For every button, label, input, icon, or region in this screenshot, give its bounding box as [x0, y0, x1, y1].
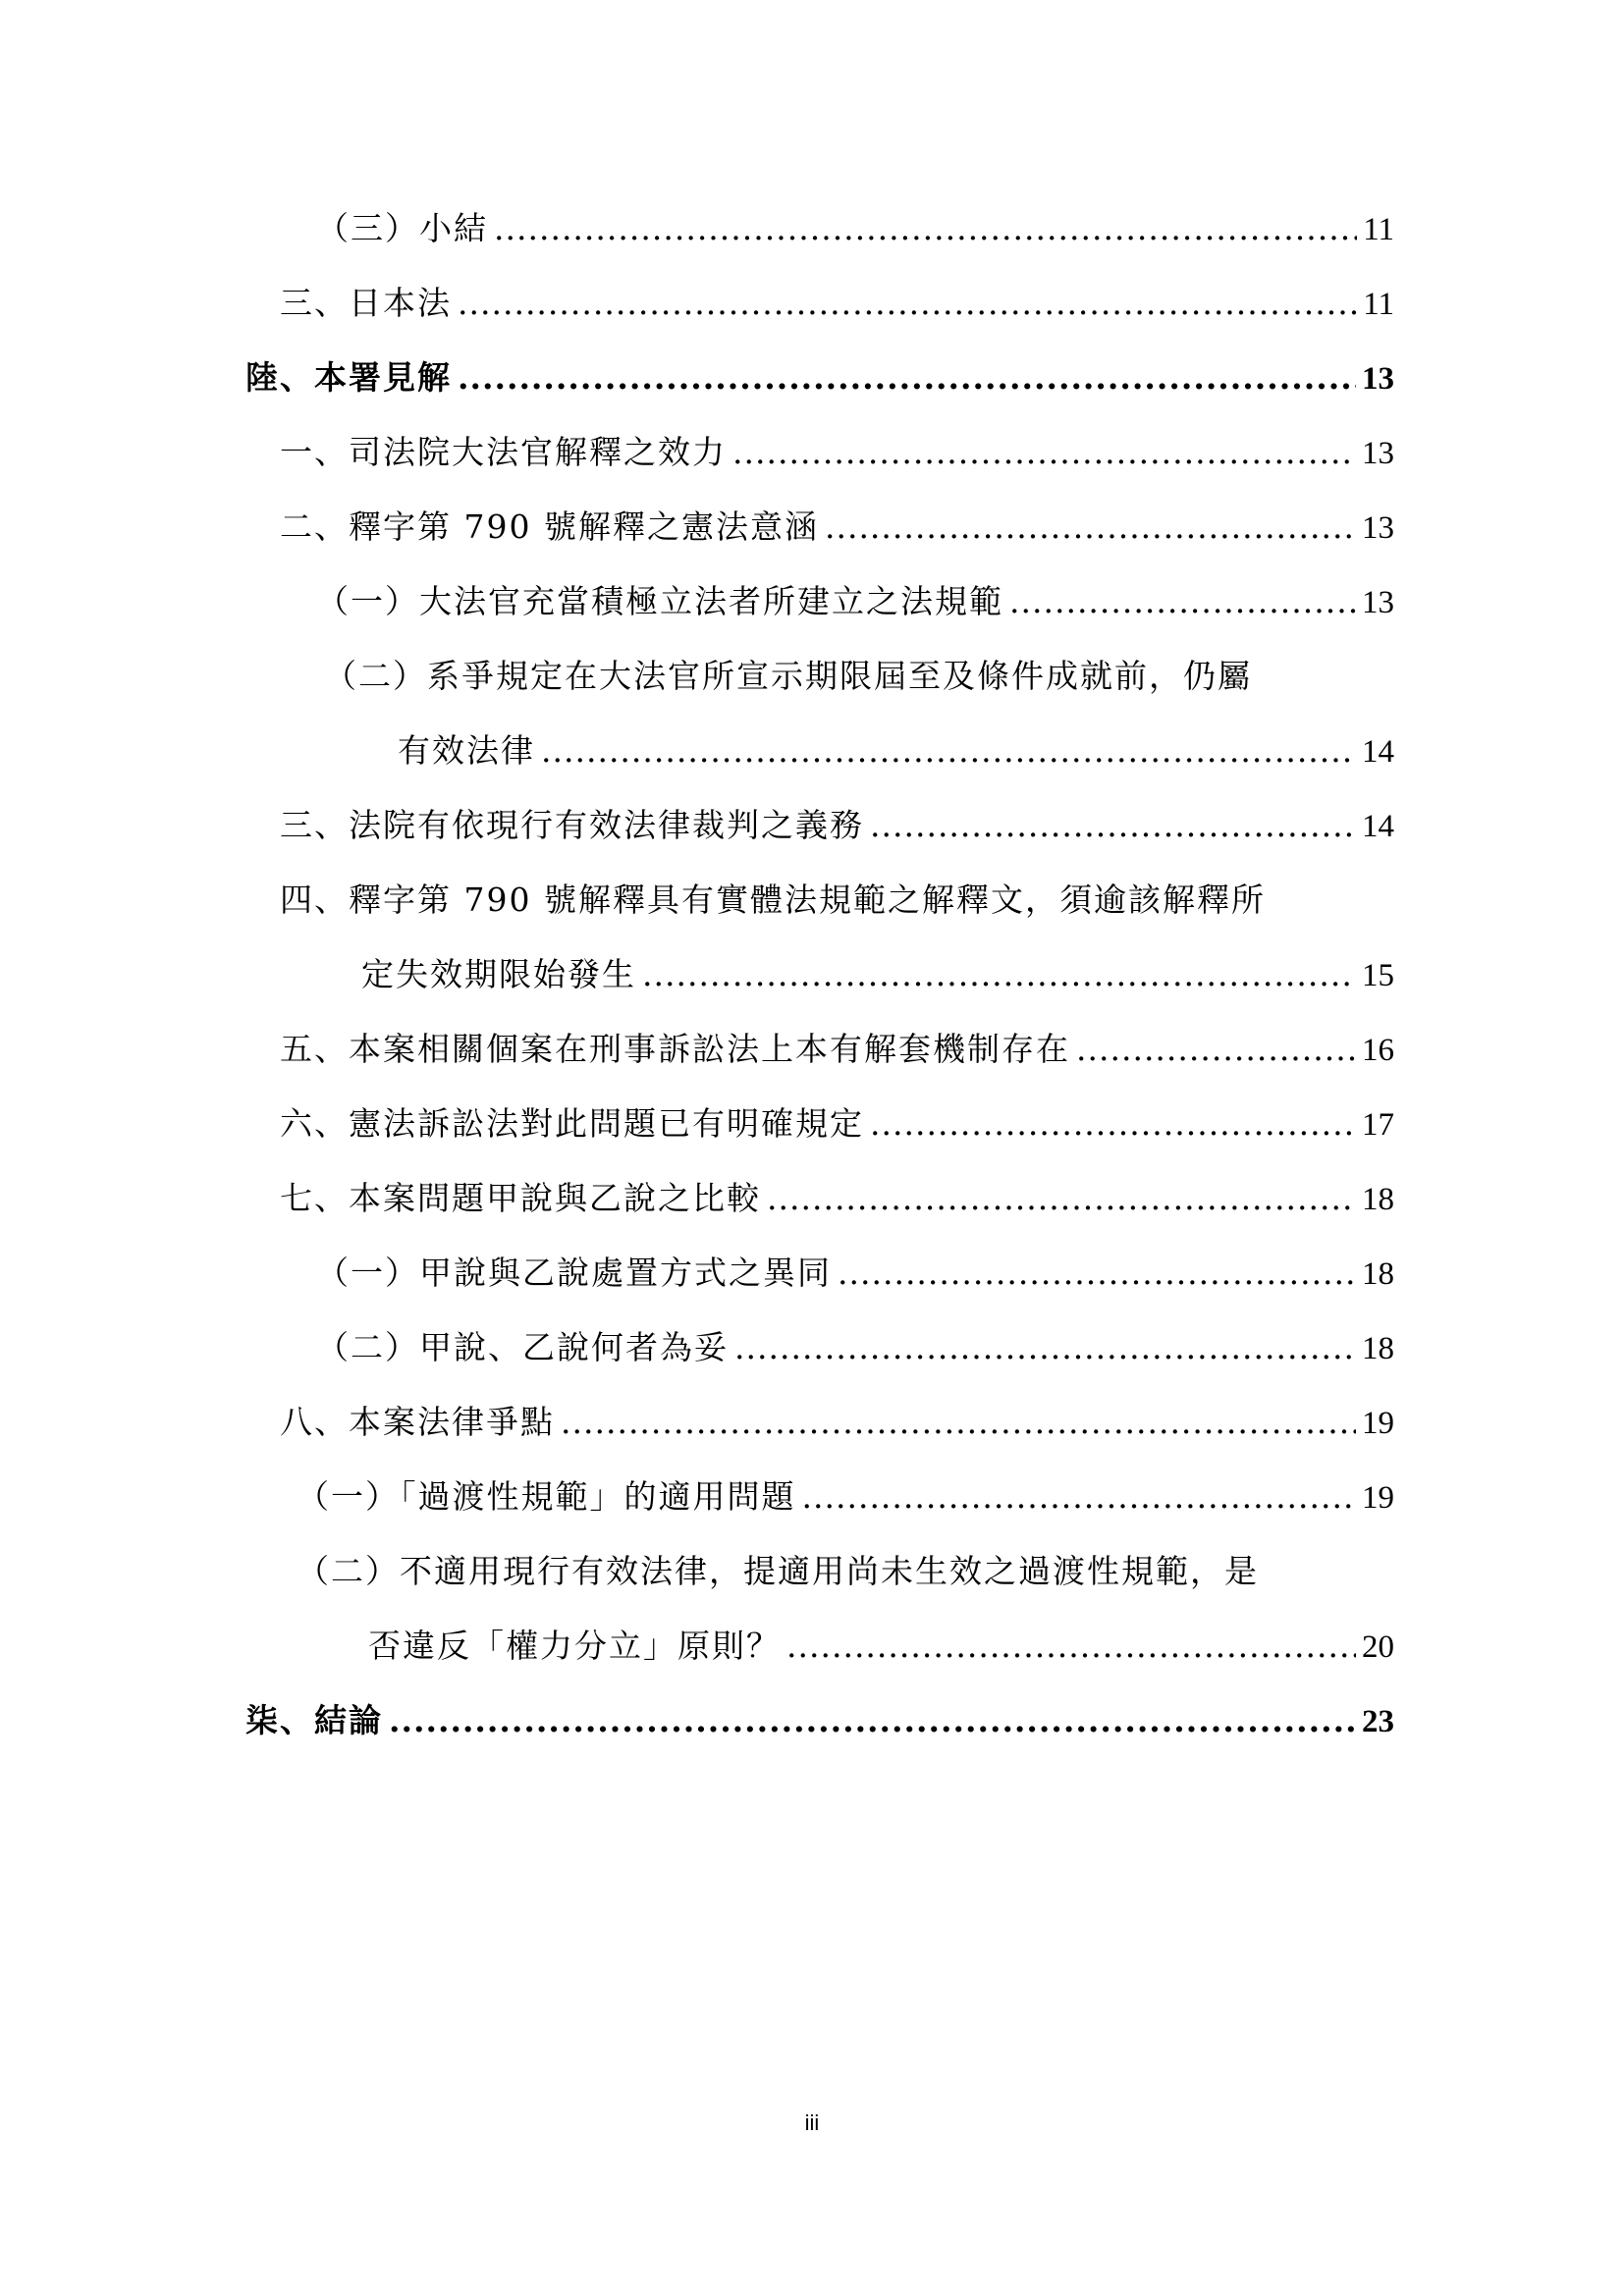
dot-leader: [838, 1236, 1356, 1310]
dot-leader: [458, 266, 1357, 341]
dot-leader: [389, 1683, 1356, 1758]
toc-entry-title: （二）甲說、乙說何者為妥: [316, 1328, 729, 1366]
dot-leader: [1076, 1012, 1356, 1087]
toc-page-number: 11: [1363, 287, 1394, 322]
toc-entry[interactable]: [245, 1236, 1394, 1310]
toc-entry-title-line2: 定失效期限始發生: [361, 955, 636, 993]
toc-entry-title: 三、法院有依現行有效法律裁判之義務: [280, 806, 864, 844]
toc-page-number: 18: [1362, 1256, 1394, 1292]
toc-entry[interactable]: [245, 1161, 1394, 1236]
toc-entry-title-line1[interactable]: （二）不適用現行有效法律，提適用尚未生效之過渡性規範，是: [297, 1552, 1259, 1590]
toc-entry-continuation[interactable]: [245, 714, 1394, 788]
toc-entry-continuation[interactable]: [245, 1609, 1394, 1683]
toc-entry[interactable]: [245, 191, 1394, 266]
toc-page-number: 15: [1362, 958, 1394, 993]
toc-page-number: 16: [1362, 1033, 1394, 1068]
toc-entry[interactable]: [245, 1012, 1394, 1087]
toc-entry-title-line1[interactable]: 四、釋字第 790 號解釋具有實體法規範之解釋文，須逾該解釋所: [280, 881, 1266, 919]
toc-entry-title-line2: 有效法律: [398, 731, 535, 770]
page-footer-number: iii: [804, 2110, 820, 2135]
dot-leader: [541, 714, 1356, 788]
dot-leader: [642, 937, 1356, 1012]
toc-entry[interactable]: [245, 415, 1394, 490]
toc-entry-continuation[interactable]: [245, 937, 1394, 1012]
toc-entry-title: 一、司法院大法官解釋之效力: [280, 433, 727, 471]
dot-leader: [494, 191, 1357, 266]
toc-page-number: 19: [1362, 1406, 1394, 1441]
dot-leader: [767, 1161, 1356, 1236]
toc-page-number: 14: [1362, 734, 1394, 770]
toc-entry[interactable]: [245, 1310, 1394, 1385]
toc-entry-title: （三）小結: [316, 209, 488, 247]
dot-leader: [870, 788, 1356, 863]
toc-entry[interactable]: [245, 490, 1394, 564]
dot-leader: [734, 1310, 1356, 1385]
toc-entry-title: （一）大法官充當積極立法者所建立之法規範: [316, 582, 1003, 620]
toc-page-number: 20: [1362, 1629, 1394, 1665]
toc-page-number: 18: [1362, 1182, 1394, 1217]
toc-chapter-entry[interactable]: [245, 341, 1394, 415]
toc-entry[interactable]: [245, 1385, 1394, 1460]
dot-leader: [732, 415, 1356, 490]
toc-entry-title: 柒、結論: [245, 1701, 383, 1739]
toc-page-number: 13: [1362, 510, 1394, 546]
dot-leader: [802, 1460, 1357, 1534]
toc-entry-title-line2: 否違反「權力分立」原則？: [368, 1627, 781, 1665]
toc-entry-title: 八、本案法律爭點: [280, 1403, 555, 1441]
table-of-contents: [245, 191, 1394, 1758]
toc-entry-title: 七、本案問題甲說與乙說之比較: [280, 1179, 761, 1217]
toc-entry-title: （一）「過渡性規範」的適用問題: [297, 1477, 796, 1516]
toc-entry[interactable]: [245, 564, 1394, 639]
toc-page-number: 13: [1362, 585, 1394, 620]
toc-page-number: 11: [1363, 212, 1394, 247]
dot-leader: [825, 490, 1356, 564]
toc-page-number: 18: [1362, 1331, 1394, 1366]
dot-leader: [870, 1087, 1356, 1161]
toc-entry[interactable]: [245, 266, 1394, 341]
toc-page-number: 19: [1362, 1480, 1394, 1516]
toc-entry-title: 六、憲法訴訟法對此問題已有明確規定: [280, 1104, 864, 1143]
dot-leader: [786, 1609, 1356, 1683]
dot-leader: [1009, 564, 1356, 639]
toc-page-number: 23: [1362, 1704, 1394, 1739]
dot-leader: [561, 1385, 1356, 1460]
toc-page-number: 13: [1362, 361, 1394, 397]
toc-entry-title: 陸、本署見解: [245, 358, 452, 397]
toc-entry-title: 二、釋字第 790 號解釋之憲法意涵: [280, 507, 819, 546]
toc-entry[interactable]: [245, 788, 1394, 863]
toc-entry[interactable]: [245, 1087, 1394, 1161]
toc-chapter-entry[interactable]: [245, 1683, 1394, 1758]
toc-entry[interactable]: [245, 1460, 1394, 1534]
toc-page-number: 14: [1362, 809, 1394, 844]
toc-page-number: 13: [1362, 436, 1394, 471]
toc-page-number: 17: [1362, 1107, 1394, 1143]
toc-entry-title: 三、日本法: [280, 284, 452, 322]
dot-leader: [458, 341, 1356, 415]
toc-entry-title-line1[interactable]: （二）系爭規定在大法官所宣示期限屆至及條件成就前，仍屬: [324, 657, 1252, 695]
toc-entry-title: 五、本案相關個案在刑事訴訟法上本有解套機制存在: [280, 1030, 1070, 1068]
toc-entry-title: （一）甲說與乙說處置方式之異同: [316, 1254, 832, 1292]
